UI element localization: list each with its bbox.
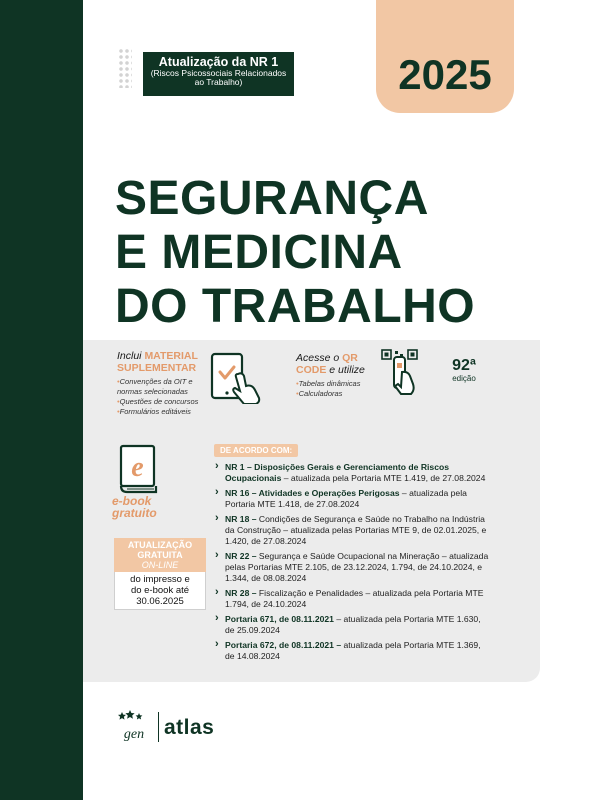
supplement-highlight-2: SUPLEMENTAR [117, 362, 197, 374]
regulation-detail: Fiscalização e Penalidades – atualizada pela Portaria MTE 1.794, de 24.10.2024 [225, 588, 484, 609]
regulation-name: NR 1 – Disposições Gerais e Gerenciamento de Riscos Ocupacionais [225, 462, 450, 483]
badge-title: Atualização da NR 1 [158, 55, 279, 69]
supplement-item: • Formulários editáveis [117, 407, 207, 417]
title-line-3: DO TRABALHO [115, 280, 476, 333]
title-line-1: SEGURANÇA [115, 172, 429, 225]
regulation-item [214, 588, 490, 610]
svg-text:e: e [131, 452, 144, 483]
badge-subtitle-2: ao Trabalho) [194, 77, 243, 87]
regulation-item [214, 462, 490, 484]
regulation-item [214, 640, 490, 662]
regulation-item [214, 488, 490, 510]
qr-suffix: e utilize [329, 364, 365, 376]
free-update-box [114, 538, 206, 610]
tablet-touch-icon [208, 352, 264, 404]
regulation-name: NR 28 – [225, 588, 257, 598]
qr-list [296, 379, 390, 399]
badge-subtitle-1: (Riscos Psicossociais Relacionados [150, 68, 287, 78]
ebook-icon [118, 444, 160, 494]
supplement-highlight-1: MATERIAL [144, 350, 198, 362]
ebook-label-1: e-book [112, 494, 152, 508]
regulation-item [214, 614, 490, 636]
phone-qr-icon [380, 348, 424, 398]
edition-mark [444, 358, 484, 383]
regulation-detail: – atualizada pela Portaria MTE 1.419, de 27.08.2024 [281, 473, 486, 483]
regulation-detail: Condições de Segurança e Saúde no Trabalho na Indústria da Construção – atualizada pelas Portarias MTE 9, de 02.01.2025, e 1.420, de 27.08.2024 [225, 514, 487, 546]
cover-spine-band [0, 0, 83, 800]
update-body [114, 572, 206, 610]
logo-divider [158, 712, 159, 742]
dot-pattern [118, 48, 132, 88]
qr-item: • Calculadoras [296, 389, 390, 399]
regulation-name: Portaria 672, de 08.11.2021 – [225, 640, 342, 650]
year-tab: 2025 [376, 0, 514, 113]
update-body-3: 30.06.2025 [136, 596, 184, 607]
supplement-item: • Questões de concursos [117, 397, 207, 407]
supplement-prefix: Inclui [117, 350, 142, 362]
regulation-item [214, 551, 490, 584]
regulation-detail: atualizada pela Portaria MTE 1.369, de 14.08.2024 [225, 640, 481, 661]
atlas-logo: atlas [164, 716, 215, 739]
update-body-1: do impresso e [130, 574, 190, 585]
qr-highlight-2: CODE [296, 364, 327, 376]
update-head-2: GRATUITA [137, 550, 183, 560]
qr-code-block [296, 352, 390, 399]
accordance-label: DE ACORDO COM: [214, 444, 298, 457]
ebook-label-2: gratuito [112, 506, 157, 520]
update-online: ON-LINE [141, 560, 179, 570]
supplement-list [117, 377, 207, 417]
regulation-item [214, 514, 490, 547]
nr1-update-badge [143, 52, 294, 96]
qr-highlight-1: QR [342, 352, 358, 364]
ebook-free-label [112, 495, 192, 519]
regulation-list [214, 462, 490, 666]
update-body-2: do e-book até [130, 585, 190, 596]
book-title [115, 172, 585, 334]
update-head-1: ATUALIZAÇÃO [127, 540, 193, 550]
gen-logo [114, 708, 154, 748]
title-line-2: E MEDICINA [115, 226, 403, 279]
supplement-item: • Convenções da OIT e normas selecionadas [117, 377, 207, 397]
update-header [114, 538, 206, 572]
regulation-name: Portaria 671, de 08.11.2021 [225, 614, 334, 624]
edition-number: 92ª [452, 357, 476, 374]
regulation-name: NR 18 – [225, 514, 257, 524]
gen-logo-text: gen [123, 727, 145, 742]
edition-label: edição [452, 374, 476, 383]
regulation-detail: Segurança e Saúde Ocupacional na Mineração – atualizada pelas Portarias MTE 2.105, de 23.12.2024, 1.794, de 24.10.2024, e 1.344, de 08.08.2024 [225, 551, 489, 583]
qr-item: • Tabelas dinâmicas [296, 379, 390, 389]
regulation-detail: – atualizada pela Portaria MTE 1.418, de 27.08.2024 [225, 488, 467, 509]
regulation-name: NR 16 – Atividades e Operações Perigosas [225, 488, 400, 498]
regulation-detail: – atualizada pela Portaria MTE 1.630, de 25.09.2024 [225, 614, 481, 635]
regulation-name: NR 22 – [225, 551, 257, 561]
qr-prefix: Acesse o [296, 352, 340, 364]
supplementary-material-block [117, 350, 207, 417]
